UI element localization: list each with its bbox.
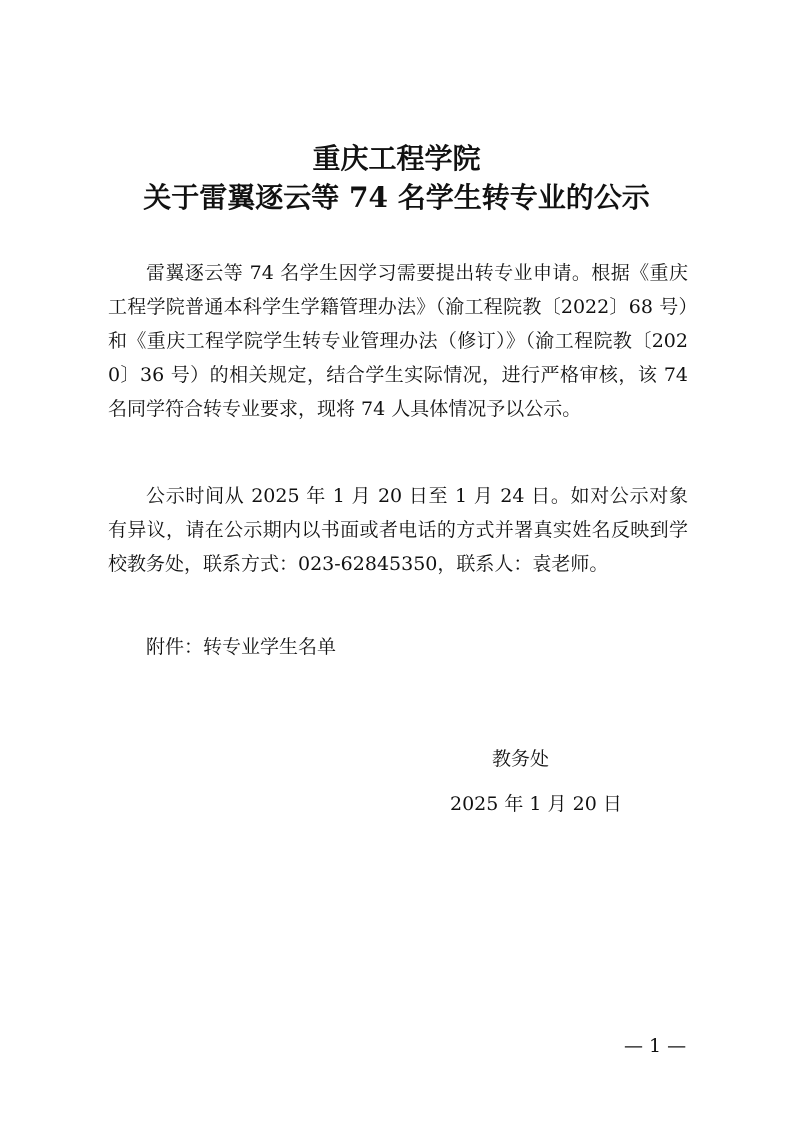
attachment-note: 附件：转专业学生名单 [146, 636, 337, 658]
signature-department: 教务处 [492, 748, 550, 770]
body-paragraph-2: 公示时间从 2025 年 1 月 20 日至 1 月 24 日。如对公示对象有异议，请在公示期内以书面或者电话的方式并署真实姓名反映到学校教务处，联系方式：023-62845350，联系人：袁老师。 [108, 485, 688, 575]
document-title-line2: 关于雷翼逐云等 74 名学生转专业的公示 [143, 181, 650, 214]
signature-date: 2025 年 1 月 20 日 [450, 793, 622, 815]
document-title-line1: 重庆工程学院 [312, 142, 481, 175]
page-number: — 1 — [624, 1035, 687, 1057]
body-paragraph-1: 雷翼逐云等 74 名学生因学习需要提出转专业申请。根据《重庆工程学院普通本科学生学籍管理办法》（渝工程院教〔2022〕68 号）和《重庆工程学院学生转专业管理办法（修订）》（渝工程院教〔2020〕36 号）的相关规定，结合学生实际情况，进行严格审核，该 74 名同学符合转专业要求，现将 74 人具体情况予以公示。 [108, 262, 688, 420]
